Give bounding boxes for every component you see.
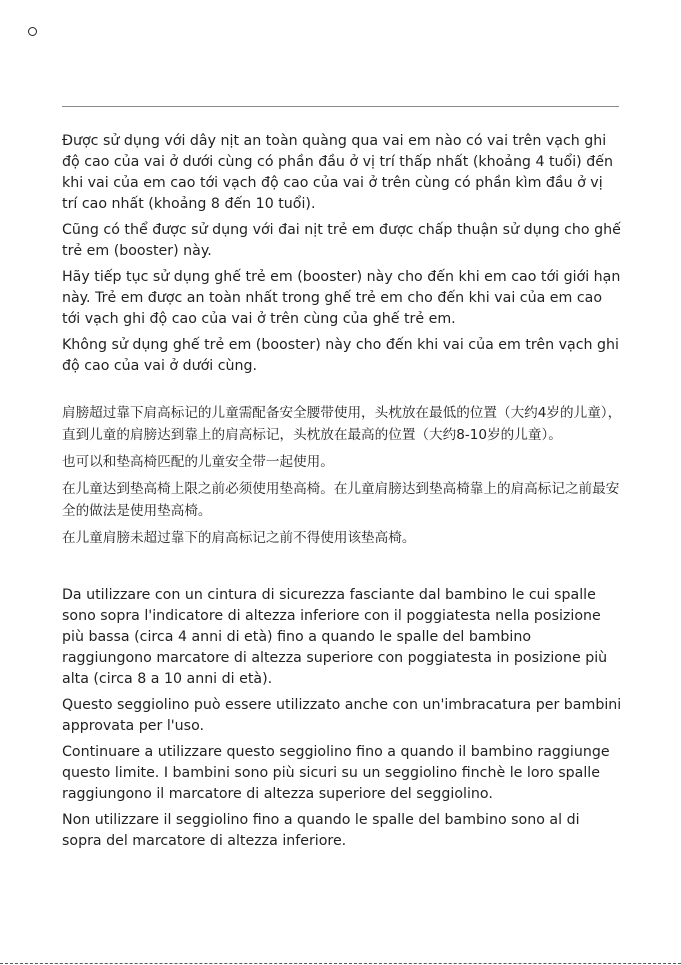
italian-section	[62, 585, 622, 857]
it-paragraph-1: Da utilizzare con un cintura di sicurezza fasciante dal bambino le cui spalle sono sopra l'indicatore di altezza inferiore con il poggiatesta nella posizione più bassa (circa 4 anni di età) fino a quando le spalle del bambino raggiungono marcatore di altezza superiore con poggiatesta in posizione più alta (circa 8 a 10 anni di età).	[62, 587, 608, 687]
zh-paragraph-4: 在儿童肩膀未超过靠下的肩高标记之前不得使用该垫高椅。	[62, 530, 416, 546]
zh-paragraph-3: 在儿童达到垫高椅上限之前必须使用垫高椅。在儿童肩膀达到垫高椅靠上的肩高标记之前最安全的做法是使用垫高椅。	[62, 481, 620, 519]
header-divider	[62, 106, 619, 107]
zh-paragraph-2: 也可以和垫高椅匹配的儿童安全带一起使用。	[62, 454, 334, 470]
zh-paragraph-1: 肩膀超过靠下肩高标记的儿童需配备安全腰带使用，头枕放在最低的位置（大约4岁的儿童），直到儿童的肩膀达到靠上的肩高标记，头枕放在最高的位置（大约8-10岁的儿童）。	[62, 405, 622, 443]
corner-circle-mark	[28, 27, 37, 36]
it-paragraph-4: Non utilizzare il seggiolino fino a quando le spalle del bambino sono al di sopra del marcatore di altezza inferiore.	[62, 812, 580, 849]
it-paragraph-2: Questo seggiolino può essere utilizzato anche con un'imbracatura per bambini approvata per l'uso.	[62, 697, 622, 734]
page-bottom-edge	[0, 963, 681, 964]
chinese-section	[62, 402, 622, 554]
vietnamese-section	[62, 131, 622, 382]
vi-paragraph-2: Cũng có thể được sử dụng với đai nịt trẻ em được chấp thuận sử dụng cho ghế trẻ em (booster) này.	[62, 222, 621, 259]
it-paragraph-3: Continuare a utilizzare questo seggiolino fino a quando il bambino raggiunge questo limite. I bambini sono più sicuri su un seggiolino finchè le loro spalle raggiungono il marcatore di altezza superiore del seggiolino.	[62, 744, 610, 802]
vi-paragraph-1: Được sử dụng với dây nịt an toàn quàng qua vai em nào có vai trên vạch ghi độ cao của vai ở dưới cùng có phần đầu ở vị trí thấp nhất (khoảng 4 tuổi) đến khi vai của em cao tới vạch độ cao của vai ở trên cùng có phần kìm đầu ở vị trí cao nhất (khoảng 8 đến 10 tuổi).	[62, 133, 613, 212]
vi-paragraph-3: Hãy tiếp tục sử dụng ghế trẻ em (booster) này cho đến khi em cao tới giới hạn này. Trẻ em được an toàn nhất trong ghế trẻ em cho đến khi vai của em cao tới vạch ghi độ cao của vai ở trên cùng của ghế trẻ em.	[62, 269, 621, 327]
vi-paragraph-4: Không sử dụng ghế trẻ em (booster) này cho đến khi vai của em trên vạch ghi độ cao của vai ở dưới cùng.	[62, 337, 619, 374]
